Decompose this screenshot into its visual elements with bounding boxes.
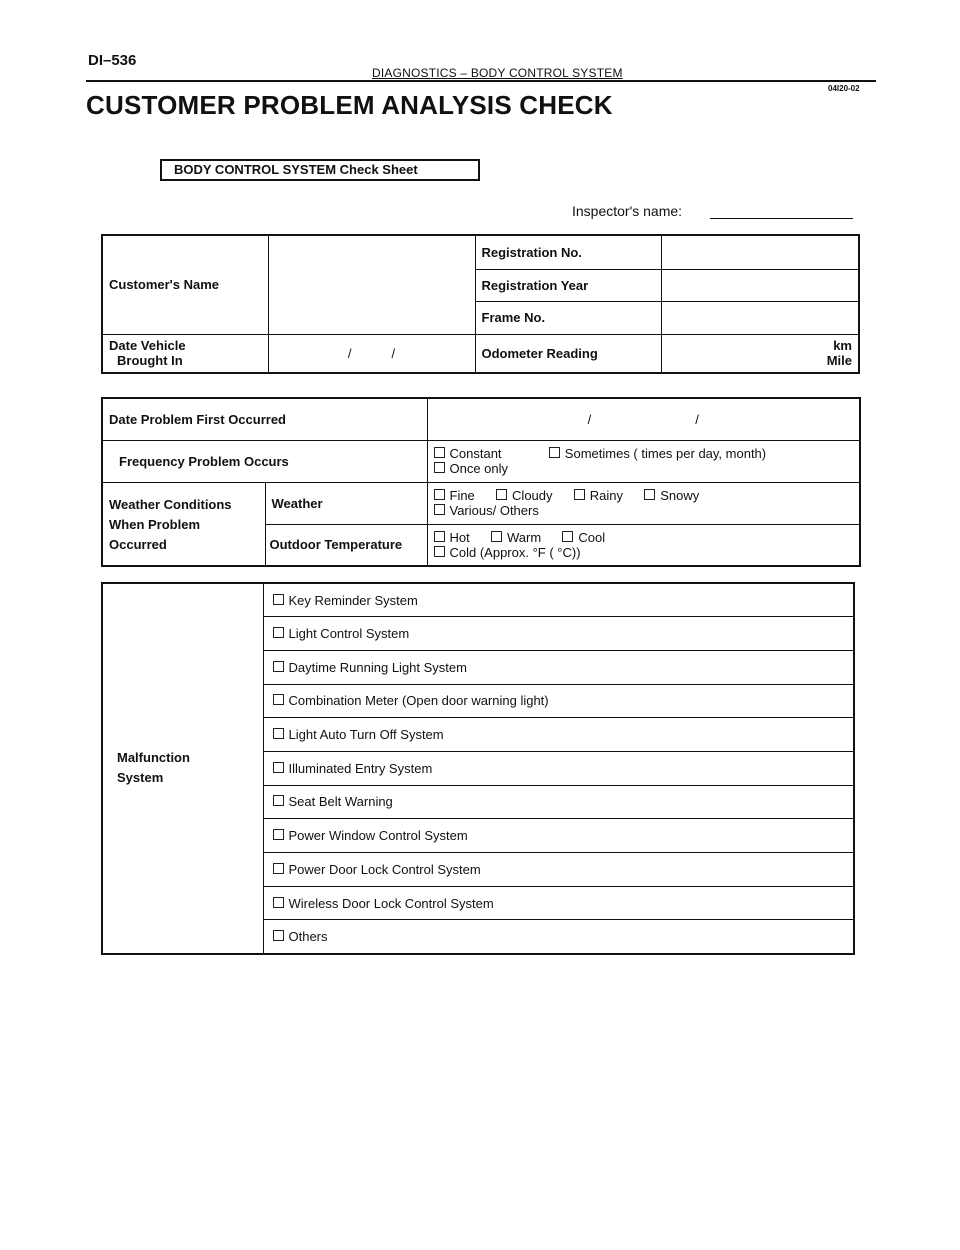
vehicle-info-table (101, 234, 860, 374)
date-brought-field[interactable] (268, 334, 475, 373)
checkbox-malfunction[interactable] (273, 728, 284, 739)
header-rule (86, 80, 876, 82)
weather-label: Weather (265, 482, 427, 524)
customer-name-label: Customer's Name (102, 235, 268, 334)
inspector-name-label: Inspector's name: (572, 203, 683, 219)
malfunction-item-label: Seat Belt Warning (288, 794, 393, 810)
check-sheet-title: BODY CONTROL SYSTEM Check Sheet (160, 159, 480, 181)
date-brought-label-line2: Brought In (117, 353, 183, 369)
malfunction-item (263, 853, 854, 887)
checkbox-sometimes[interactable] (549, 447, 560, 458)
malfunction-item-label: Power Window Control System (288, 828, 468, 844)
checkbox-rainy[interactable] (574, 489, 585, 500)
malfunction-item (263, 886, 854, 920)
checkbox-malfunction[interactable] (273, 863, 284, 874)
option-cold: Cold (Approx. °F ( °C)) (449, 544, 581, 560)
weather-conditions-line2: When Problem (109, 516, 201, 532)
malfunction-item-label: Light Control System (288, 626, 410, 642)
weather-conditions-line1: Weather Conditions (109, 496, 232, 512)
malfunction-system-table (101, 582, 855, 955)
inspector-name-line[interactable] (710, 218, 853, 219)
date-brought-label-line1: Date Vehicle (109, 338, 186, 354)
date-brought-label (102, 334, 268, 373)
outdoor-temperature-label: Outdoor Temperature (265, 524, 427, 566)
malfunction-item (263, 684, 854, 718)
checkbox-malfunction[interactable] (273, 594, 284, 605)
checkbox-hot[interactable] (434, 531, 445, 542)
option-constant: Constant (449, 446, 502, 461)
odometer-field[interactable] (661, 334, 859, 373)
document-code: 04I20-02 (828, 84, 860, 93)
date-slash: / (587, 411, 592, 427)
malfunction-item (263, 718, 854, 752)
checkbox-various[interactable] (434, 504, 445, 515)
unit-km: km (833, 338, 852, 354)
option-sometimes: Sometimes ( times per day, month) (564, 446, 767, 461)
malfunction-item (263, 617, 854, 651)
date-slash: / (391, 345, 396, 361)
option-cloudy: Cloudy (512, 488, 553, 503)
problem-conditions-table (101, 397, 861, 567)
malfunction-item-label: Daytime Running Light System (288, 659, 467, 675)
checkbox-malfunction[interactable] (273, 762, 284, 773)
weather-conditions-line3: Occurred (109, 536, 167, 552)
malfunction-system-label (102, 583, 263, 954)
page-title: CUSTOMER PROBLEM ANALYSIS CHECK (86, 90, 613, 120)
malfunction-item (263, 650, 854, 684)
option-hot: Hot (449, 529, 470, 545)
registration-no-label: Registration No. (475, 235, 661, 269)
frame-no-field[interactable] (661, 301, 859, 334)
checkbox-malfunction[interactable] (273, 627, 284, 638)
malfunction-label-line1: Malfunction (117, 750, 190, 766)
date-slash: / (695, 411, 699, 427)
malfunction-label-line2: System (117, 770, 164, 786)
option-snowy: Snowy (660, 488, 700, 503)
malfunction-item-label: Power Door Lock Control System (288, 861, 481, 877)
checkbox-malfunction[interactable] (273, 694, 284, 705)
registration-no-field[interactable] (661, 235, 859, 269)
malfunction-item-label: Wireless Door Lock Control System (288, 895, 494, 911)
malfunction-item-label: Light Auto Turn Off System (288, 727, 444, 743)
option-warm: Warm (506, 529, 542, 545)
running-header: DIAGNOSTICS – BODY CONTROL SYSTEM (372, 66, 623, 80)
unit-mile: Mile (826, 353, 852, 369)
checkbox-cold[interactable] (434, 546, 445, 557)
checkbox-constant[interactable] (434, 447, 445, 458)
frame-no-label: Frame No. (475, 301, 661, 334)
malfunction-item-label: Key Reminder System (288, 592, 418, 608)
checkbox-malfunction[interactable] (273, 897, 284, 908)
registration-year-label: Registration Year (475, 269, 661, 301)
weather-conditions-label (102, 482, 265, 566)
frequency-label: Frequency Problem Occurs (102, 440, 427, 482)
malfunction-item (263, 819, 854, 853)
checkbox-cloudy[interactable] (496, 489, 507, 500)
malfunction-item-label: Others (288, 928, 328, 944)
checkbox-fine[interactable] (434, 489, 445, 500)
page-number: DI–536 (88, 52, 137, 69)
malfunction-item (263, 583, 854, 617)
date-first-label: Date Problem First Occurred (102, 398, 427, 440)
option-cool: Cool (578, 529, 606, 545)
checkbox-once-only[interactable] (434, 462, 445, 473)
option-once-only: Once only (449, 461, 509, 476)
registration-year-field[interactable] (661, 269, 859, 301)
checkbox-cool[interactable] (562, 531, 573, 542)
malfunction-item (263, 751, 854, 785)
checkbox-malfunction[interactable] (273, 661, 284, 672)
temperature-options (427, 524, 860, 566)
option-various: Various/ Others (449, 503, 539, 518)
malfunction-item (263, 785, 854, 819)
checkbox-malfunction[interactable] (273, 795, 284, 806)
malfunction-item-label: Combination Meter (Open door warning light) (288, 693, 549, 709)
date-first-field[interactable] (427, 398, 860, 440)
frequency-options (427, 440, 860, 482)
malfunction-item-label: Illuminated Entry System (288, 760, 433, 776)
malfunction-item (263, 920, 854, 954)
odometer-label: Odometer Reading (475, 334, 661, 373)
checkbox-malfunction[interactable] (273, 930, 284, 941)
checkbox-warm[interactable] (491, 531, 502, 542)
option-fine: Fine (449, 488, 475, 503)
date-slash: / (347, 345, 352, 361)
checkbox-malfunction[interactable] (273, 829, 284, 840)
customer-name-field[interactable] (268, 235, 475, 334)
checkbox-snowy[interactable] (644, 489, 655, 500)
option-rainy: Rainy (589, 488, 624, 503)
weather-options (427, 482, 860, 524)
